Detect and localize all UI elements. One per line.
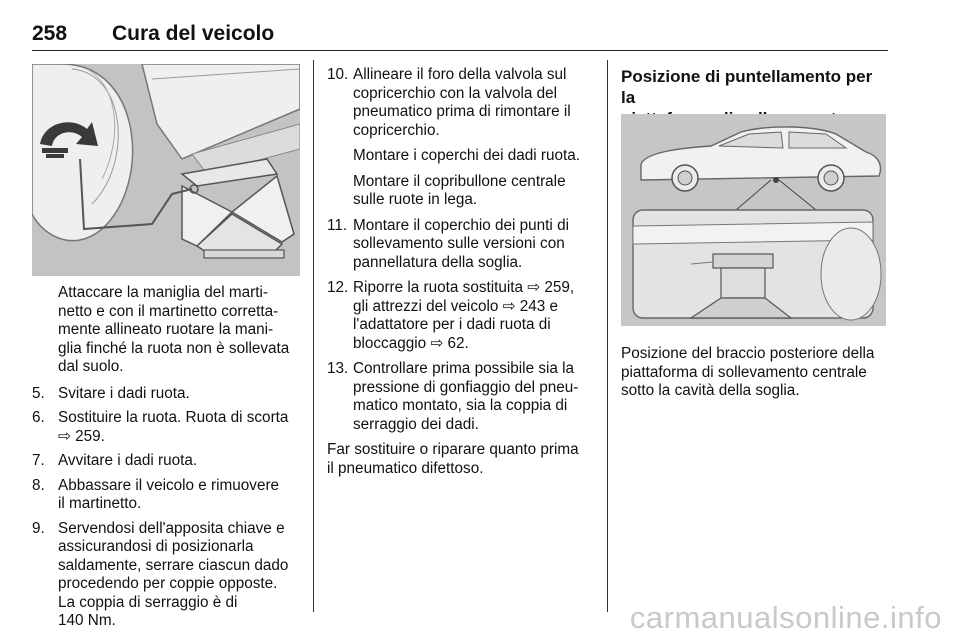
section-title: Cura del veicolo: [112, 22, 275, 45]
step-text-xref[interactable]: ⇨ 259.: [58, 427, 105, 445]
header-rule: [32, 50, 888, 51]
step-text: serraggio dei dadi.: [353, 415, 479, 433]
step-number: 9.: [32, 519, 45, 537]
step-text: Abbassare il veicolo e rimuovere: [58, 476, 280, 494]
step-text: 140 Nm.: [58, 612, 116, 629]
caption-line: piattaforma di sollevamento centrale: [621, 363, 867, 381]
lift-point-drawing: [621, 114, 886, 326]
step-13: [327, 360, 599, 434]
column-divider-2: [607, 60, 608, 612]
step-text: il martinetto.: [58, 495, 142, 512]
intro-line: glia finché la ruota non è sollevata: [58, 339, 290, 357]
intro-line: mente allineato ruotare la mani-: [58, 321, 274, 338]
step-text: l'adattatore per i dadi ruota di: [353, 316, 551, 333]
step-text: Servendosi dell'apposita chiave e: [58, 519, 285, 537]
step-8: [32, 477, 304, 514]
jack-drawing: [32, 64, 300, 276]
step-number: 13.: [327, 360, 349, 377]
page-header: [32, 22, 888, 52]
step-text: Montare i coperchi dei dadi ruota.: [353, 147, 581, 164]
step-7: [32, 452, 304, 471]
step-10-note-2: [327, 173, 599, 210]
step-11: [327, 217, 599, 273]
step-text: matico montato, sia la coppia di: [353, 397, 568, 414]
step-12: [327, 279, 599, 353]
column-divider-1: [313, 60, 314, 612]
step-text: Montare il coperchio dei punti di: [353, 216, 569, 234]
step-text: Riporre la ruota sostituita ⇨ 259,: [353, 279, 575, 296]
closing-line: Far sostituire o riparare quanto prima: [327, 441, 579, 458]
column-1-text: [32, 284, 304, 631]
step-text: sulle ruote in lega.: [353, 191, 478, 208]
step-9: [32, 520, 304, 631]
step-text: Controllare prima possibile sia la: [353, 360, 575, 377]
step-number: 8.: [32, 476, 45, 494]
intro-line: dal suolo.: [58, 358, 124, 375]
intro-line: netto e con il martinetto corretta-: [58, 302, 279, 320]
step-text: Montare il copribullone centrale: [353, 172, 566, 190]
step-text: Svitare i dadi ruota.: [58, 384, 190, 402]
step-text: assicurandosi di posizionarla: [58, 538, 254, 555]
step-text: Avvitare i dadi ruota.: [58, 452, 198, 469]
caption-line: Posizione del braccio posteriore della: [621, 345, 875, 362]
step-text: procedendo per coppie opposte.: [58, 575, 278, 592]
column-2-text: [327, 66, 599, 478]
step-10: [327, 66, 599, 140]
step-text: pneumatico prima di rimontare il: [353, 103, 571, 120]
lift-point-caption: [621, 345, 891, 401]
step-number: 6.: [32, 409, 45, 426]
step-text: pannellatura della soglia.: [353, 253, 523, 271]
step-number: 11.: [327, 216, 348, 234]
heading-line: Posizione di puntellamento per la: [621, 67, 873, 107]
step-number: 7.: [32, 452, 45, 469]
step-text: La coppia di serraggio è di: [58, 593, 238, 611]
step-number: 5.: [32, 384, 45, 402]
step-text: copricerchio con la valvola del: [353, 84, 558, 102]
intro-paragraph: [32, 284, 304, 377]
step-5: [32, 385, 304, 404]
closing-paragraph: [327, 441, 599, 478]
intro-line: Attaccare la maniglia del marti-: [58, 284, 268, 301]
page-number: 258: [32, 22, 68, 45]
step-number: 10.: [327, 66, 349, 83]
step-text: pressione di gonfiaggio del pneu-: [353, 378, 579, 396]
jack-illustration: [32, 64, 300, 276]
step-6: [32, 409, 304, 446]
step-text: copricerchio.: [353, 121, 440, 139]
closing-line: il pneumatico difettoso.: [327, 459, 484, 477]
step-number: 12.: [327, 279, 349, 296]
step-text: sollevamento sulle versioni con: [353, 235, 565, 252]
lift-point-illustration: [621, 114, 886, 326]
step-text: Allineare il foro della valvola sul: [353, 66, 567, 83]
step-10-note-1: [327, 147, 599, 166]
step-text: saldamente, serrare ciascun dado: [58, 556, 289, 574]
caption-line: sotto la cavità della soglia.: [621, 382, 800, 399]
step-text: Sostituire la ruota. Ruota di scorta: [58, 409, 289, 426]
step-text: gli attrezzi del veicolo ⇨ 243 e: [353, 297, 558, 315]
step-text: bloccaggio ⇨ 62.: [353, 334, 469, 352]
watermark: carmanualsonline.info: [629, 600, 942, 635]
